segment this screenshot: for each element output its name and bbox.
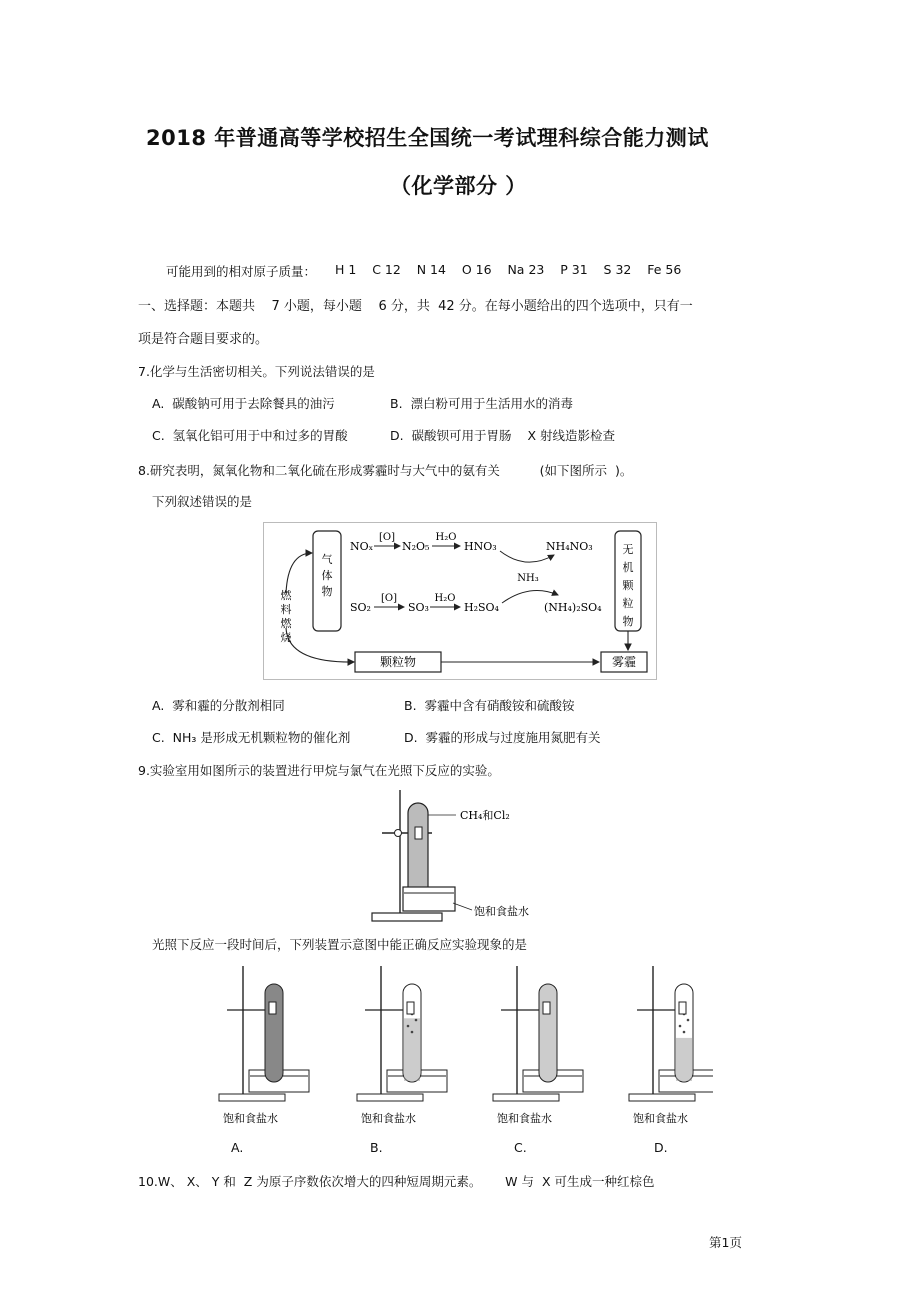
- option-caption: 饱和食盐水: [361, 1112, 416, 1125]
- q9-options-figure: [203, 962, 713, 1130]
- q9-stem: 9.实验室用如图所示的装置进行甲烷与氯气在光照下反应的实验。: [138, 763, 500, 778]
- stand-base: [493, 1094, 559, 1101]
- clamp: [543, 1002, 550, 1014]
- section-heading-line2: 项是符合题目要求的。: [138, 332, 269, 347]
- q10-stem: 10.W、 X、 Y 和 Z 为原子序数依次增大的四种短周期元素。 W 与 X 可生成一种红棕色: [138, 1174, 655, 1189]
- fuel-char: 料: [280, 603, 292, 616]
- option-caption: 饱和食盐水: [633, 1112, 688, 1125]
- q8-stem: 8.研究表明，氮氧化物和二氧化硫在形成雾霾时与大气中的氨有关 (如下图所示 )。: [138, 463, 633, 478]
- atomic-mass-label: 可能用到的相对原子质量：: [166, 264, 317, 279]
- inorganic-char: 物: [622, 615, 634, 628]
- q9-apparatus-figure: [368, 785, 550, 927]
- page-subtitle: （化学部分 ）: [390, 174, 527, 198]
- h2o-label-1: H₂O: [435, 532, 457, 543]
- n2o5: N₂O₅: [402, 540, 430, 553]
- option-caption: 饱和食盐水: [497, 1112, 552, 1125]
- inorganic-char: 颗: [622, 579, 634, 592]
- clamp: [679, 1002, 686, 1014]
- q9-option-b-letter: B.: [370, 1140, 383, 1155]
- q7-option-c: C. 氢氧化铝可用于中和过多的胃酸: [152, 428, 348, 443]
- gas-char: 体: [321, 569, 333, 582]
- q9-option-apparatus: [629, 966, 713, 1125]
- droplet: [411, 1031, 414, 1034]
- gas-char: 物: [321, 585, 333, 598]
- fuel-label: [281, 588, 293, 644]
- droplet: [415, 1019, 418, 1022]
- option-caption: 饱和食盐水: [223, 1112, 278, 1125]
- page-title: 2018 年普通高等学校招生全国统一考试理科综合能力测试: [146, 126, 709, 150]
- o-label-2: [O]: [380, 593, 398, 604]
- atomic-mass-values: H 1 C 12 N 14 O 16 Na 23 P 31 S 32 Fe 56: [335, 262, 682, 277]
- q7-option-b: B. 漂白粉可用于生活用水的消毒: [390, 396, 573, 411]
- test-tube: [265, 984, 283, 1082]
- nox: NOₓ: [350, 540, 374, 553]
- hno3: HNO₃: [464, 540, 497, 553]
- test-tube: [539, 984, 557, 1082]
- inorganic-char: 无: [622, 543, 634, 556]
- fuel-char: 燃: [280, 617, 292, 630]
- page-number: 第1页: [709, 1235, 742, 1250]
- clamp: [269, 1002, 276, 1014]
- so2: SO₂: [350, 601, 371, 614]
- h2o-label-2: H₂O: [434, 593, 456, 604]
- inorganic-char: 机: [622, 561, 634, 574]
- smog-label: 雾霾: [611, 655, 637, 669]
- inorganic-vertical: [623, 543, 635, 628]
- q8-option-c: C. NH₃ 是形成无机颗粒物的催化剂: [152, 730, 351, 745]
- inorganic-char: 粒: [622, 597, 634, 610]
- q7-option-d: D. 碳酸钡可用于胃肠 X 射线造影检查: [390, 428, 615, 443]
- droplet: [683, 1031, 686, 1034]
- nh4no3: NH₄NO₃: [546, 540, 593, 553]
- nh42so4: (NH₄)₂SO₄: [544, 601, 602, 614]
- q9-option-apparatus: [493, 966, 583, 1125]
- stand-base: [629, 1094, 695, 1101]
- q9-option-apparatus: [357, 966, 447, 1125]
- o-label-1: [O]: [378, 532, 396, 543]
- clamp: [407, 1002, 414, 1014]
- q8-option-b: B. 雾霾中含有硝酸铵和硫酸铵: [404, 698, 575, 713]
- q9-gas-label: CH₄和Cl₂: [460, 809, 510, 822]
- q8-stem-2: 下列叙述错误的是: [152, 494, 253, 509]
- liquid-in-tube: [404, 1018, 420, 1081]
- q9-option-apparatus: [219, 966, 309, 1125]
- fuel-char: 烧: [280, 631, 292, 644]
- stand-base: [357, 1094, 423, 1101]
- q7-option-a: A. 碳酸钠可用于去除餐具的油污: [152, 396, 335, 411]
- q9-option-a-letter: A.: [231, 1140, 244, 1155]
- section-heading-line1: 一、选择题：本题共 7 小题，每小题 6 分，共 42 分。在每小题给出的四个选项中，只有一: [138, 299, 693, 314]
- particle-label: 颗粒物: [379, 655, 417, 669]
- q9-liquid-label: 饱和食盐水: [474, 905, 529, 918]
- gas-vertical: [322, 552, 333, 598]
- q8-option-a: A. 雾和霾的分散剂相同: [152, 698, 285, 713]
- q8-option-d: D. 雾霾的形成与过度施用氮肥有关: [404, 730, 601, 745]
- droplet: [687, 1019, 690, 1022]
- so3: SO₃: [408, 601, 429, 614]
- q9-option-c-letter: C.: [514, 1140, 527, 1155]
- nh3-label: NH₃: [517, 573, 539, 584]
- gas-char: 气: [321, 553, 333, 566]
- q9-stem-2: 光照下反应一段时间后，下列装置示意图中能正确反应实验现象的是: [152, 937, 528, 952]
- h2so4: H₂SO₄: [464, 601, 499, 614]
- droplet: [679, 1025, 682, 1028]
- droplet: [407, 1025, 410, 1028]
- smog-formation-diagram: [263, 522, 657, 680]
- stand-base: [219, 1094, 285, 1101]
- liquid-in-tube: [676, 1038, 692, 1081]
- q9-option-d-letter: D.: [654, 1140, 668, 1155]
- fuel-char: 燃: [280, 589, 292, 602]
- q7-stem: 7.化学与生活密切相关。下列说法错误的是: [138, 364, 375, 379]
